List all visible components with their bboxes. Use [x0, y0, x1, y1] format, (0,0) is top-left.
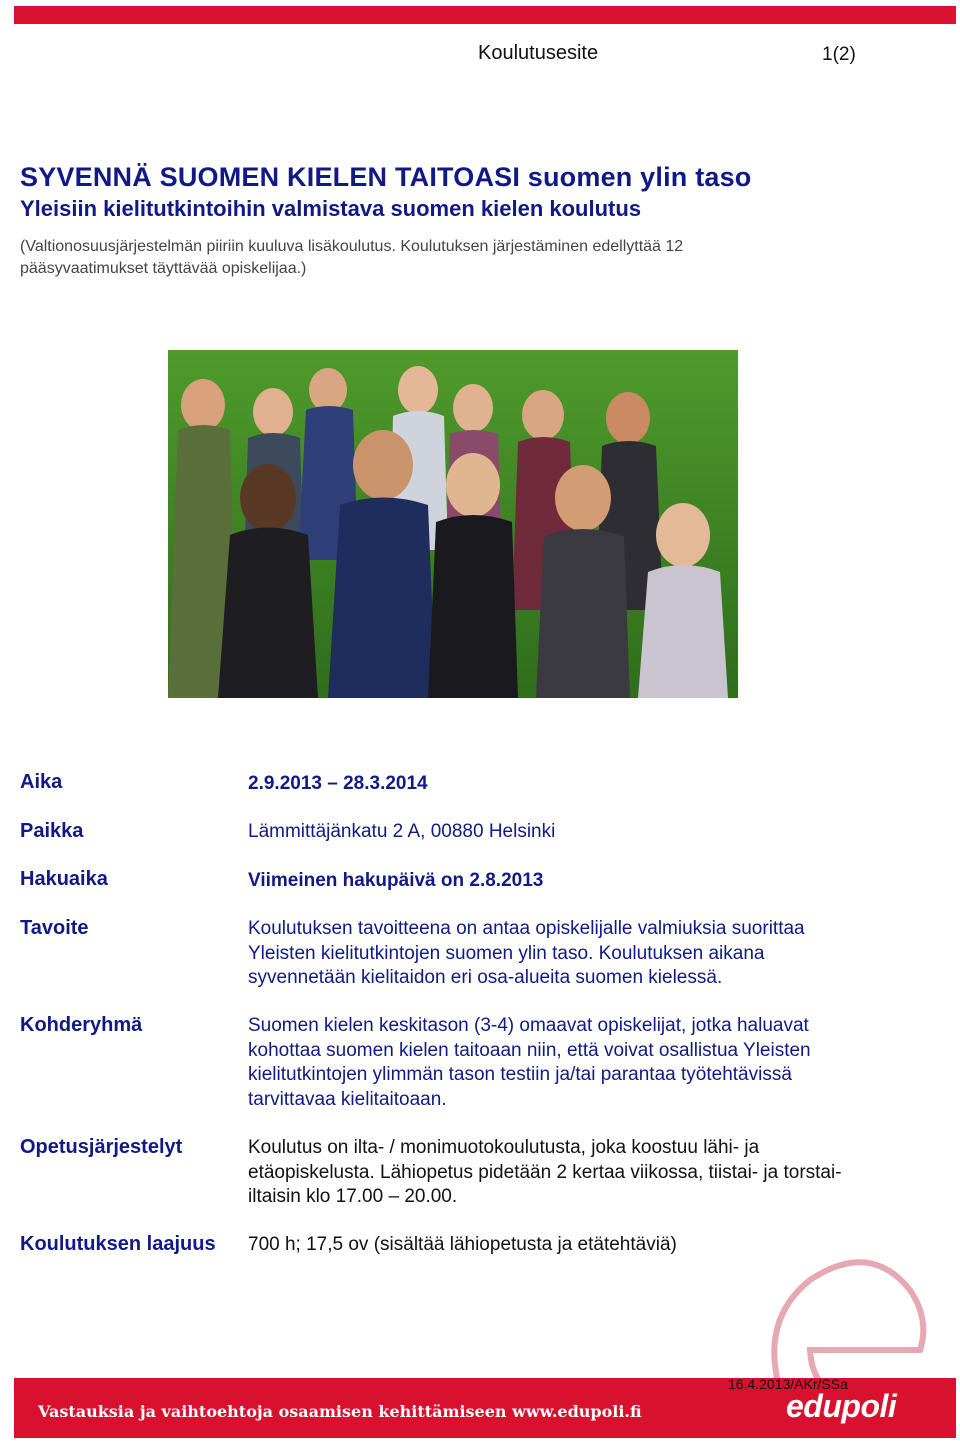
label-hakuaika: Hakuaika — [20, 868, 108, 890]
value-hakuaika: Viimeinen hakupäivä on 2.8.2013 — [248, 870, 544, 891]
page-title: SYVENNÄ SUOMEN KIELEN TAITOASI suomen ylin taso — [20, 162, 752, 192]
value-aika: 2.9.2013 – 28.3.2014 — [248, 773, 428, 794]
intro-note-line: (Valtionosuusjärjestelmän piiriin kuuluva lisäkoulutus. Koulutuksen järjestäminen edellyttää 12 — [20, 238, 684, 255]
value-tavoite: Koulutuksen tavoitteena on antaa opiskelijalle valmiuksia suorittaa Yleisten kielitutkintojen suomen ylin taso. Koulutuksen aikana syvennetään kielitaidon eri osa-alueita suomen kielessä. — [248, 918, 805, 988]
label-kohderyhma: Kohderyhmä — [20, 1014, 143, 1036]
document-date-code: 16.4.2013/AKr/SSa — [728, 1376, 848, 1392]
edupoli-logo: edupoli — [786, 1388, 897, 1424]
label-laajuus: Koulutuksen laajuus — [20, 1233, 216, 1255]
value-kohderyhma: Suomen kielen keskitason (3-4) omaavat opiskelijat, jotka haluavat kohottaa suomen kielen taitoaan niin, että voivat osallistua Yleisten kielitutkintojen ylimmän tason testiin ja/tai parantaa työtehtävissä tarvittavaa kielitaitoaan. — [248, 1015, 811, 1110]
page-number: 1(2) — [822, 44, 856, 65]
label-aika: Aika — [20, 771, 63, 793]
value-laajuus: 700 h; 17,5 ov (sisältää lähiopetusta ja etätehtäviä) — [248, 1234, 677, 1255]
value-opetusjarjestelyt: Koulutus on ilta- / monimuotokoulutusta, joka koostuu lähi- ja etäopiskelusta. Lähiopetus pidetään 2 kertaa viikossa, tiistai- ja torstai-iltaisin klo 17.00 – 20.00. — [248, 1137, 842, 1207]
label-tavoite: Tavoite — [20, 917, 89, 939]
intro-note — [20, 236, 800, 280]
value-paikka: Lämmittäjänkatu 2 A, 00880 Helsinki — [248, 821, 556, 842]
intro-note-line: pääsyvaatimukset täyttävää opiskelijaa.) — [20, 260, 307, 277]
top-red-bar — [14, 6, 956, 24]
label-opetusjarjestelyt: Opetusjärjestelyt — [20, 1136, 183, 1158]
document-type: Koulutusesite — [478, 42, 599, 64]
students-group-photo — [168, 350, 738, 698]
label-paikka: Paikka — [20, 820, 84, 842]
page-subtitle: Yleisiin kielitutkintoihin valmistava suomen kielen koulutus — [20, 196, 642, 221]
footer-slogan: Vastauksia ja vaihtoehtoja osaamisen kehittämiseen www.edupoli.fi — [38, 1402, 642, 1421]
